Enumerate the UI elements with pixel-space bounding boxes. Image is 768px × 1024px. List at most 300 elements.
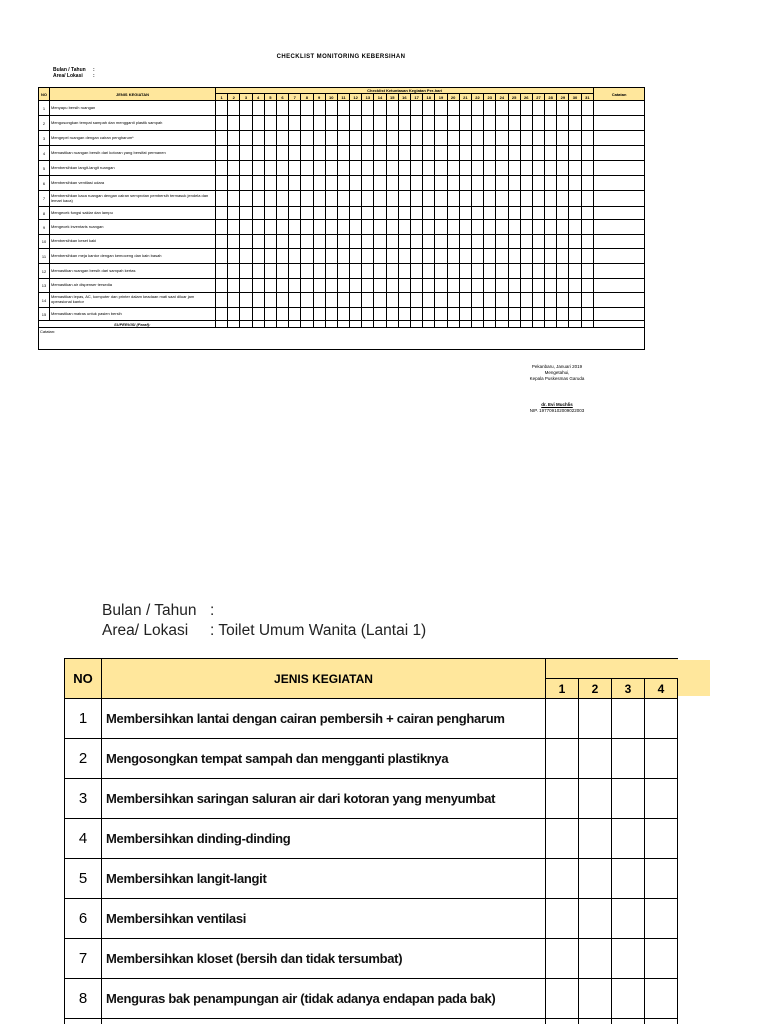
check-cell[interactable] [350, 207, 362, 220]
check-cell[interactable] [337, 279, 349, 293]
check-cell[interactable] [337, 264, 349, 279]
check-cell[interactable] [289, 207, 301, 220]
zoom-check-cell[interactable] [645, 819, 678, 859]
check-cell[interactable] [301, 101, 313, 116]
check-cell[interactable] [496, 161, 508, 176]
check-cell[interactable] [325, 279, 337, 293]
check-cell[interactable] [569, 249, 581, 264]
initial-cell[interactable] [252, 321, 264, 328]
check-cell[interactable] [240, 207, 252, 220]
check-cell[interactable] [252, 235, 264, 249]
check-cell[interactable] [508, 235, 520, 249]
zoom-check-cell[interactable] [612, 739, 645, 779]
check-cell[interactable] [508, 207, 520, 220]
check-cell[interactable] [459, 279, 471, 293]
check-cell[interactable] [362, 308, 374, 321]
check-cell[interactable] [532, 116, 544, 131]
check-cell[interactable] [337, 161, 349, 176]
check-cell[interactable] [484, 264, 496, 279]
check-cell[interactable] [350, 146, 362, 161]
check-cell[interactable] [264, 279, 276, 293]
check-cell[interactable] [496, 279, 508, 293]
check-cell[interactable] [569, 279, 581, 293]
check-cell[interactable] [496, 235, 508, 249]
check-cell[interactable] [459, 161, 471, 176]
zoom-check-cell[interactable] [612, 779, 645, 819]
check-cell[interactable] [313, 101, 325, 116]
notes-cell[interactable] [594, 293, 645, 308]
check-cell[interactable] [447, 101, 459, 116]
initial-cell[interactable] [386, 321, 398, 328]
notes-cell[interactable] [594, 176, 645, 191]
check-cell[interactable] [216, 191, 228, 207]
check-cell[interactable] [459, 220, 471, 235]
check-cell[interactable] [398, 279, 410, 293]
initial-cell[interactable] [557, 321, 569, 328]
check-cell[interactable] [276, 308, 288, 321]
notes-cell[interactable] [594, 249, 645, 264]
check-cell[interactable] [374, 249, 386, 264]
check-cell[interactable] [216, 249, 228, 264]
check-cell[interactable] [264, 249, 276, 264]
check-cell[interactable] [508, 101, 520, 116]
zoom-check-cell[interactable] [612, 819, 645, 859]
check-cell[interactable] [557, 308, 569, 321]
check-cell[interactable] [228, 101, 240, 116]
check-cell[interactable] [520, 101, 532, 116]
check-cell[interactable] [459, 235, 471, 249]
check-cell[interactable] [411, 101, 423, 116]
check-cell[interactable] [216, 293, 228, 308]
check-cell[interactable] [484, 116, 496, 131]
check-cell[interactable] [350, 279, 362, 293]
check-cell[interactable] [264, 131, 276, 146]
initial-cell[interactable] [362, 321, 374, 328]
check-cell[interactable] [374, 176, 386, 191]
check-cell[interactable] [520, 176, 532, 191]
notes-cell[interactable] [594, 116, 645, 131]
check-cell[interactable] [301, 191, 313, 207]
check-cell[interactable] [423, 191, 435, 207]
check-cell[interactable] [459, 176, 471, 191]
check-cell[interactable] [435, 101, 447, 116]
check-cell[interactable] [508, 249, 520, 264]
check-cell[interactable] [276, 293, 288, 308]
check-cell[interactable] [411, 293, 423, 308]
check-cell[interactable] [362, 220, 374, 235]
check-cell[interactable] [423, 249, 435, 264]
check-cell[interactable] [411, 191, 423, 207]
initial-cell[interactable] [569, 321, 581, 328]
check-cell[interactable] [325, 146, 337, 161]
check-cell[interactable] [508, 161, 520, 176]
check-cell[interactable] [216, 116, 228, 131]
check-cell[interactable] [423, 146, 435, 161]
check-cell[interactable] [532, 249, 544, 264]
check-cell[interactable] [289, 131, 301, 146]
check-cell[interactable] [459, 249, 471, 264]
check-cell[interactable] [520, 235, 532, 249]
check-cell[interactable] [325, 235, 337, 249]
check-cell[interactable] [362, 279, 374, 293]
check-cell[interactable] [411, 131, 423, 146]
check-cell[interactable] [581, 220, 594, 235]
initial-cell[interactable] [581, 321, 594, 328]
check-cell[interactable] [386, 161, 398, 176]
zoom-check-cell[interactable] [546, 819, 579, 859]
check-cell[interactable] [496, 220, 508, 235]
check-cell[interactable] [228, 116, 240, 131]
check-cell[interactable] [325, 161, 337, 176]
check-cell[interactable] [289, 101, 301, 116]
check-cell[interactable] [276, 161, 288, 176]
check-cell[interactable] [240, 116, 252, 131]
check-cell[interactable] [325, 207, 337, 220]
zoom-check-cell[interactable] [645, 899, 678, 939]
check-cell[interactable] [484, 249, 496, 264]
check-cell[interactable] [216, 146, 228, 161]
check-cell[interactable] [569, 161, 581, 176]
check-cell[interactable] [423, 207, 435, 220]
check-cell[interactable] [301, 220, 313, 235]
check-cell[interactable] [423, 220, 435, 235]
check-cell[interactable] [374, 220, 386, 235]
check-cell[interactable] [569, 146, 581, 161]
check-cell[interactable] [301, 264, 313, 279]
check-cell[interactable] [520, 220, 532, 235]
zoom-check-cell[interactable] [612, 699, 645, 739]
check-cell[interactable] [435, 146, 447, 161]
check-cell[interactable] [398, 308, 410, 321]
initial-cell[interactable] [350, 321, 362, 328]
check-cell[interactable] [374, 235, 386, 249]
check-cell[interactable] [508, 191, 520, 207]
zoom-check-cell[interactable] [612, 859, 645, 899]
check-cell[interactable] [484, 207, 496, 220]
check-cell[interactable] [532, 207, 544, 220]
check-cell[interactable] [557, 101, 569, 116]
check-cell[interactable] [569, 191, 581, 207]
check-cell[interactable] [532, 131, 544, 146]
zoom-check-cell[interactable] [546, 779, 579, 819]
check-cell[interactable] [520, 131, 532, 146]
check-cell[interactable] [264, 293, 276, 308]
check-cell[interactable] [386, 308, 398, 321]
check-cell[interactable] [471, 101, 483, 116]
check-cell[interactable] [398, 249, 410, 264]
check-cell[interactable] [350, 293, 362, 308]
check-cell[interactable] [581, 279, 594, 293]
check-cell[interactable] [313, 207, 325, 220]
check-cell[interactable] [423, 308, 435, 321]
check-cell[interactable] [484, 308, 496, 321]
check-cell[interactable] [471, 235, 483, 249]
check-cell[interactable] [337, 249, 349, 264]
check-cell[interactable] [557, 279, 569, 293]
check-cell[interactable] [447, 176, 459, 191]
check-cell[interactable] [252, 279, 264, 293]
check-cell[interactable] [496, 176, 508, 191]
check-cell[interactable] [398, 220, 410, 235]
check-cell[interactable] [289, 308, 301, 321]
check-cell[interactable] [435, 308, 447, 321]
check-cell[interactable] [240, 293, 252, 308]
check-cell[interactable] [240, 249, 252, 264]
check-cell[interactable] [386, 131, 398, 146]
check-cell[interactable] [581, 101, 594, 116]
check-cell[interactable] [362, 146, 374, 161]
check-cell[interactable] [411, 176, 423, 191]
check-cell[interactable] [423, 279, 435, 293]
initial-cell[interactable] [240, 321, 252, 328]
check-cell[interactable] [471, 220, 483, 235]
check-cell[interactable] [484, 293, 496, 308]
check-cell[interactable] [301, 146, 313, 161]
check-cell[interactable] [337, 235, 349, 249]
check-cell[interactable] [325, 101, 337, 116]
check-cell[interactable] [557, 161, 569, 176]
check-cell[interactable] [532, 161, 544, 176]
check-cell[interactable] [508, 116, 520, 131]
check-cell[interactable] [301, 235, 313, 249]
check-cell[interactable] [508, 293, 520, 308]
check-cell[interactable] [276, 207, 288, 220]
initial-cell[interactable] [435, 321, 447, 328]
check-cell[interactable] [216, 207, 228, 220]
check-cell[interactable] [398, 146, 410, 161]
check-cell[interactable] [545, 235, 557, 249]
check-cell[interactable] [337, 146, 349, 161]
check-cell[interactable] [496, 264, 508, 279]
check-cell[interactable] [435, 293, 447, 308]
check-cell[interactable] [374, 161, 386, 176]
check-cell[interactable] [435, 249, 447, 264]
check-cell[interactable] [252, 191, 264, 207]
check-cell[interactable] [228, 161, 240, 176]
check-cell[interactable] [447, 131, 459, 146]
check-cell[interactable] [459, 131, 471, 146]
check-cell[interactable] [545, 249, 557, 264]
check-cell[interactable] [545, 207, 557, 220]
check-cell[interactable] [362, 161, 374, 176]
check-cell[interactable] [228, 220, 240, 235]
check-cell[interactable] [471, 249, 483, 264]
check-cell[interactable] [569, 207, 581, 220]
check-cell[interactable] [484, 146, 496, 161]
check-cell[interactable] [496, 131, 508, 146]
notes-cell[interactable] [594, 235, 645, 249]
check-cell[interactable] [557, 207, 569, 220]
check-cell[interactable] [581, 308, 594, 321]
check-cell[interactable] [386, 101, 398, 116]
check-cell[interactable] [545, 220, 557, 235]
check-cell[interactable] [411, 146, 423, 161]
check-cell[interactable] [362, 101, 374, 116]
check-cell[interactable] [581, 116, 594, 131]
notes-cell[interactable] [594, 146, 645, 161]
notes-cell[interactable] [594, 101, 645, 116]
check-cell[interactable] [337, 131, 349, 146]
check-cell[interactable] [423, 235, 435, 249]
check-cell[interactable] [569, 293, 581, 308]
check-cell[interactable] [264, 207, 276, 220]
check-cell[interactable] [276, 131, 288, 146]
check-cell[interactable] [435, 207, 447, 220]
check-cell[interactable] [581, 161, 594, 176]
initial-cell[interactable] [411, 321, 423, 328]
check-cell[interactable] [228, 176, 240, 191]
check-cell[interactable] [520, 264, 532, 279]
check-cell[interactable] [216, 176, 228, 191]
check-cell[interactable] [276, 101, 288, 116]
check-cell[interactable] [520, 207, 532, 220]
check-cell[interactable] [398, 176, 410, 191]
check-cell[interactable] [411, 235, 423, 249]
check-cell[interactable] [532, 220, 544, 235]
notes-cell[interactable] [594, 279, 645, 293]
check-cell[interactable] [545, 116, 557, 131]
check-cell[interactable] [228, 293, 240, 308]
notes-cell[interactable] [594, 161, 645, 176]
check-cell[interactable] [252, 220, 264, 235]
check-cell[interactable] [240, 191, 252, 207]
check-cell[interactable] [471, 207, 483, 220]
check-cell[interactable] [496, 146, 508, 161]
check-cell[interactable] [228, 279, 240, 293]
zoom-check-cell[interactable] [579, 819, 612, 859]
check-cell[interactable] [581, 235, 594, 249]
check-cell[interactable] [532, 176, 544, 191]
zoom-check-cell[interactable] [645, 859, 678, 899]
check-cell[interactable] [301, 308, 313, 321]
check-cell[interactable] [484, 176, 496, 191]
check-cell[interactable] [459, 264, 471, 279]
initial-cell[interactable] [545, 321, 557, 328]
initial-cell[interactable] [508, 321, 520, 328]
check-cell[interactable] [447, 264, 459, 279]
check-cell[interactable] [289, 191, 301, 207]
check-cell[interactable] [508, 308, 520, 321]
check-cell[interactable] [228, 264, 240, 279]
check-cell[interactable] [374, 264, 386, 279]
check-cell[interactable] [545, 264, 557, 279]
zoom-check-cell[interactable] [645, 939, 678, 979]
check-cell[interactable] [471, 116, 483, 131]
check-cell[interactable] [276, 279, 288, 293]
check-cell[interactable] [240, 131, 252, 146]
check-cell[interactable] [532, 101, 544, 116]
check-cell[interactable] [228, 207, 240, 220]
check-cell[interactable] [264, 220, 276, 235]
check-cell[interactable] [411, 220, 423, 235]
check-cell[interactable] [289, 293, 301, 308]
check-cell[interactable] [276, 116, 288, 131]
check-cell[interactable] [337, 207, 349, 220]
check-cell[interactable] [252, 308, 264, 321]
check-cell[interactable] [447, 279, 459, 293]
check-cell[interactable] [520, 293, 532, 308]
check-cell[interactable] [423, 176, 435, 191]
check-cell[interactable] [398, 235, 410, 249]
check-cell[interactable] [350, 264, 362, 279]
check-cell[interactable] [362, 293, 374, 308]
check-cell[interactable] [240, 279, 252, 293]
check-cell[interactable] [398, 161, 410, 176]
check-cell[interactable] [581, 131, 594, 146]
check-cell[interactable] [459, 207, 471, 220]
check-cell[interactable] [386, 191, 398, 207]
check-cell[interactable] [581, 249, 594, 264]
check-cell[interactable] [411, 161, 423, 176]
check-cell[interactable] [581, 207, 594, 220]
check-cell[interactable] [325, 308, 337, 321]
check-cell[interactable] [435, 176, 447, 191]
check-cell[interactable] [532, 146, 544, 161]
check-cell[interactable] [520, 146, 532, 161]
check-cell[interactable] [325, 220, 337, 235]
check-cell[interactable] [532, 264, 544, 279]
initial-cell[interactable] [471, 321, 483, 328]
check-cell[interactable] [569, 308, 581, 321]
check-cell[interactable] [532, 235, 544, 249]
initial-cell[interactable] [216, 321, 228, 328]
check-cell[interactable] [350, 249, 362, 264]
check-cell[interactable] [337, 116, 349, 131]
check-cell[interactable] [557, 176, 569, 191]
check-cell[interactable] [252, 116, 264, 131]
check-cell[interactable] [471, 191, 483, 207]
check-cell[interactable] [386, 249, 398, 264]
check-cell[interactable] [557, 235, 569, 249]
check-cell[interactable] [252, 293, 264, 308]
zoom-check-cell[interactable] [546, 859, 579, 899]
check-cell[interactable] [557, 249, 569, 264]
check-cell[interactable] [386, 279, 398, 293]
zoom-check-cell[interactable] [546, 739, 579, 779]
check-cell[interactable] [411, 249, 423, 264]
initial-cell[interactable] [301, 321, 313, 328]
check-cell[interactable] [435, 191, 447, 207]
zoom-check-cell[interactable] [579, 899, 612, 939]
check-cell[interactable] [264, 191, 276, 207]
zoom-check-cell[interactable] [645, 979, 678, 1019]
check-cell[interactable] [496, 191, 508, 207]
check-cell[interactable] [398, 191, 410, 207]
notes-cell[interactable] [594, 207, 645, 220]
check-cell[interactable] [276, 191, 288, 207]
check-cell[interactable] [581, 176, 594, 191]
check-cell[interactable] [325, 131, 337, 146]
check-cell[interactable] [289, 279, 301, 293]
check-cell[interactable] [240, 161, 252, 176]
check-cell[interactable] [411, 308, 423, 321]
check-cell[interactable] [313, 176, 325, 191]
check-cell[interactable] [386, 235, 398, 249]
check-cell[interactable] [459, 146, 471, 161]
check-cell[interactable] [569, 176, 581, 191]
check-cell[interactable] [447, 308, 459, 321]
check-cell[interactable] [545, 101, 557, 116]
check-cell[interactable] [362, 249, 374, 264]
check-cell[interactable] [532, 293, 544, 308]
check-cell[interactable] [313, 191, 325, 207]
zoom-check-cell[interactable] [612, 979, 645, 1019]
check-cell[interactable] [484, 235, 496, 249]
initial-cell[interactable] [337, 321, 349, 328]
check-cell[interactable] [252, 207, 264, 220]
zoom-check-cell[interactable] [645, 699, 678, 739]
check-cell[interactable] [557, 264, 569, 279]
